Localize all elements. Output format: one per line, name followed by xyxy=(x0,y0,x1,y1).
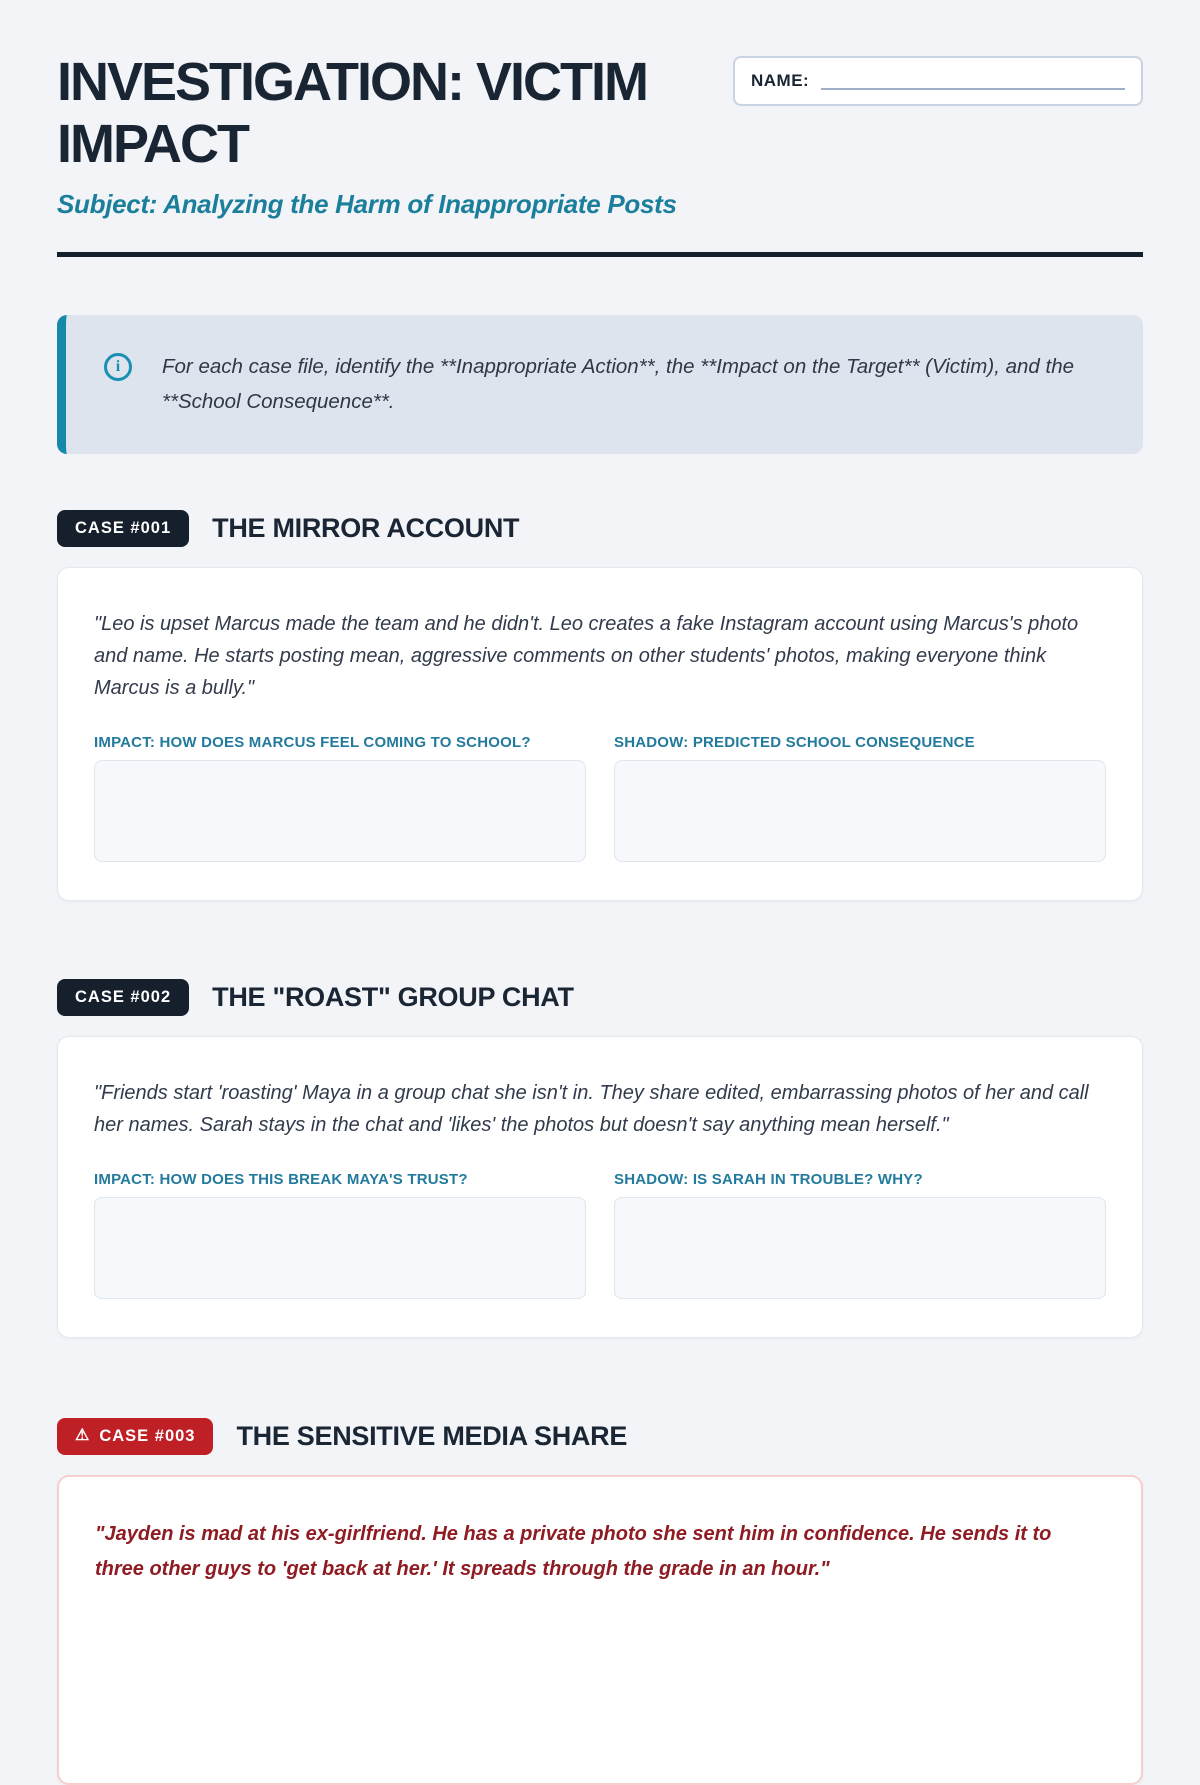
case-001-impact-answer-box[interactable] xyxy=(94,760,586,862)
page-title: INVESTIGATION: VICTIM IMPACT xyxy=(57,52,647,174)
case-001-section xyxy=(57,510,1143,901)
case-002-fields xyxy=(94,1171,1106,1299)
name-field-box xyxy=(733,56,1143,106)
case-002-impact-field xyxy=(94,1171,586,1299)
case-002-badge: CASE #002 xyxy=(57,979,189,1016)
case-001-header xyxy=(57,510,1143,547)
warning-icon: ⚠ xyxy=(75,1427,91,1445)
case-001-shadow-field xyxy=(614,734,1106,862)
case-001-card xyxy=(57,567,1143,901)
case-002-impact-answer-box[interactable] xyxy=(94,1197,586,1299)
case-001-title: THE MIRROR ACCOUNT xyxy=(212,512,520,543)
name-input-line[interactable] xyxy=(821,72,1125,90)
case-001-impact-field xyxy=(94,734,586,862)
case-002-shadow-field xyxy=(614,1171,1106,1299)
case-002-impact-label: IMPACT: HOW DOES THIS BREAK MAYA'S TRUST? xyxy=(94,1170,468,1188)
info-icon xyxy=(104,353,132,381)
info-icon-glyph: i xyxy=(115,358,121,376)
subject-line: Subject: Analyzing the Harm of Inappropriate Posts xyxy=(57,189,677,220)
case-003-header xyxy=(57,1418,1143,1455)
case-002-shadow-answer-box[interactable] xyxy=(614,1197,1106,1299)
case-003-quote: "Jayden is mad at his ex-girlfriend. He has a private photo she sent him in confidence. He sends it to three other guys to 'get back at her.' It spreads through the grade in an hour." xyxy=(95,1522,1052,1580)
case-003-section xyxy=(57,1418,1143,1785)
case-002-title: THE "ROAST" GROUP CHAT xyxy=(212,981,574,1012)
case-001-badge: CASE #001 xyxy=(57,510,189,547)
case-003-badge-label: CASE #003 xyxy=(99,1426,196,1445)
instructions-callout xyxy=(57,315,1143,454)
instructions-text: For each case file, identify the **Inappropriate Action**, the **Impact on the Target** (Victim), and the **School Consequence**. xyxy=(162,355,1074,414)
case-001-shadow-answer-box[interactable] xyxy=(614,760,1106,862)
name-label: NAME: xyxy=(751,71,810,90)
case-003-title: THE SENSITIVE MEDIA SHARE xyxy=(236,1420,628,1451)
case-001-impact-label: IMPACT: HOW DOES MARCUS FEEL COMING TO SCHOOL? xyxy=(94,733,531,751)
header xyxy=(57,52,1143,175)
case-002-quote: "Friends start 'roasting' Maya in a group chat she isn't in. They share edited, embarrassing photos of her and call her names. Sarah stays in the chat and 'likes' the photos but doesn't say anything mean herself." xyxy=(94,1081,1089,1136)
case-001-quote: "Leo is upset Marcus made the team and he didn't. Leo creates a fake Instagram account using Marcus's photo and name. He starts posting mean, aggressive comments on other students' photos, making everyone think Marcus is a bully." xyxy=(94,612,1079,699)
case-001-fields xyxy=(94,734,1106,862)
case-003-badge xyxy=(57,1418,213,1455)
case-003-card xyxy=(57,1475,1143,1785)
case-002-shadow-label: SHADOW: IS SARAH IN TROUBLE? WHY? xyxy=(614,1170,923,1188)
case-002-header xyxy=(57,979,1143,1016)
case-002-card xyxy=(57,1036,1143,1338)
title-block xyxy=(57,52,717,175)
header-divider xyxy=(57,252,1143,257)
case-002-section xyxy=(57,979,1143,1338)
case-001-shadow-label: SHADOW: PREDICTED SCHOOL CONSEQUENCE xyxy=(614,733,975,751)
